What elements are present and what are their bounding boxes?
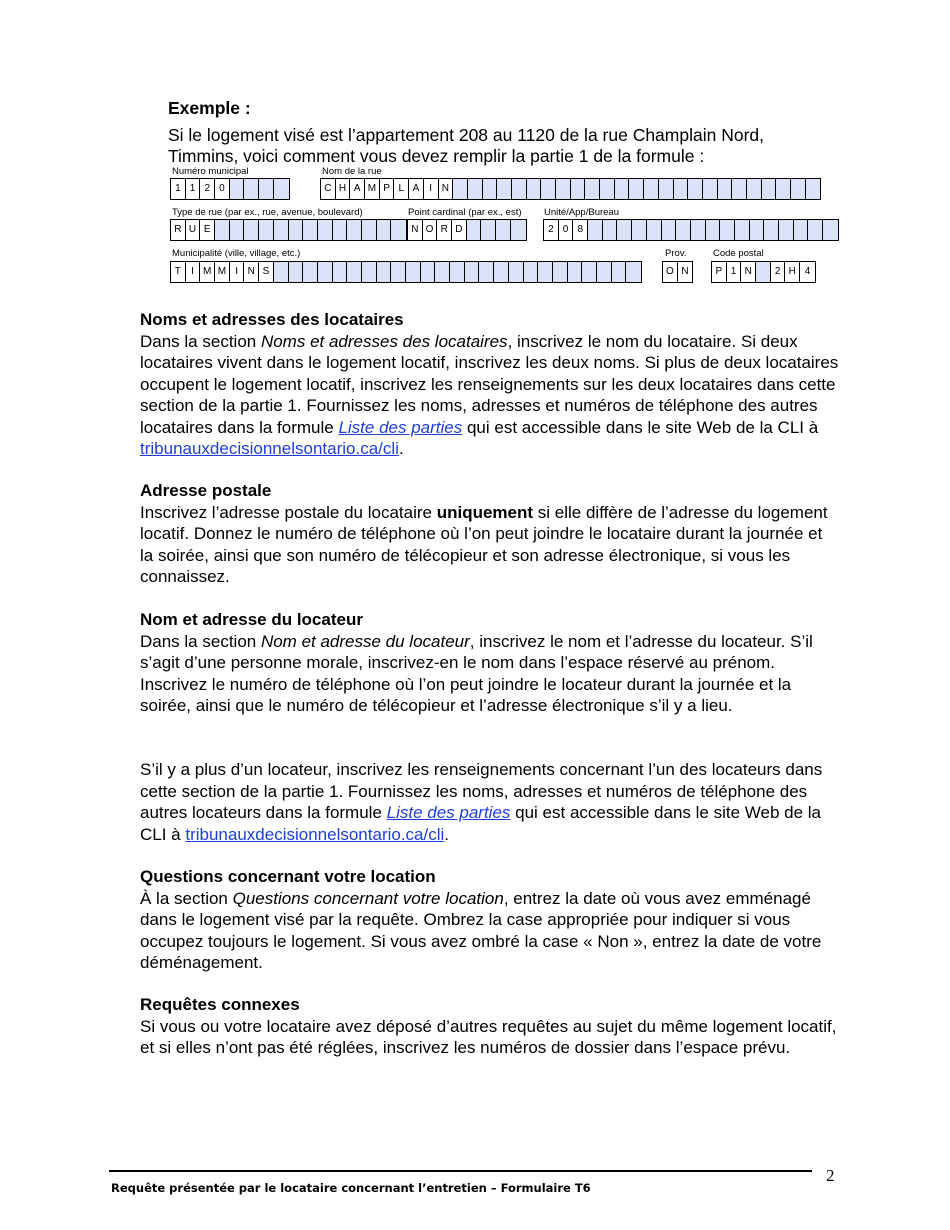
label-numero-municipal: Numéro municipal	[172, 166, 249, 177]
text-run-italic: Nom et adresse du locateur	[260, 631, 470, 651]
section-requetes-connexes	[140, 994, 840, 1059]
char-box	[483, 179, 498, 199]
char-box	[377, 262, 392, 282]
char-box: M	[200, 262, 215, 282]
field-numero-municipal	[170, 178, 290, 200]
label-unite: Unité/App/Bureau	[544, 207, 619, 218]
char-box	[603, 220, 618, 240]
char-box	[585, 179, 600, 199]
char-box	[479, 262, 494, 282]
char-box	[259, 220, 274, 240]
char-box: U	[186, 220, 201, 240]
char-box: 0	[559, 220, 574, 240]
char-box	[511, 220, 526, 240]
example-line-1: Si le logement visé est l’appartement 208 au 1120 de la rue Champlain Nord,	[168, 125, 764, 145]
char-box: I	[424, 179, 439, 199]
char-box: 8	[573, 220, 588, 240]
char-box: L	[394, 179, 409, 199]
char-box	[274, 179, 289, 199]
char-box	[333, 262, 348, 282]
link-text: Liste des parties	[338, 417, 463, 437]
char-box	[274, 262, 289, 282]
text-run: si elle diffère de l’adresse du logement locatif. Donnez le numéro de téléphone où l’on peut joindre le locataire durant la journée et la soirée, ainsi que son numéro de télécopieur et son adresse électronique, si vous les connaissez.	[140, 502, 828, 586]
liste-des-parties-link[interactable]	[338, 418, 462, 437]
section-adresse-postale-text	[140, 502, 840, 588]
section-questions-location-text	[140, 888, 840, 974]
cli-website-link-2[interactable]: tribunauxdecisionnelsontario.ca/cli	[185, 824, 445, 844]
char-box: 4	[800, 262, 815, 282]
char-box	[644, 179, 659, 199]
label-province: Prov.	[665, 248, 687, 259]
char-box	[468, 179, 483, 199]
char-box	[333, 220, 348, 240]
char-box: N	[741, 262, 756, 282]
text-run: , inscrivez le nom du locataire. Si deux locataires vivent dans le logement locatif, inscrivez les deux noms. Si plus de deux locataires occupent le logement locatif, inscrivez les renseignements sur les deux locataires dans cette section de la partie 1. Fournissez les noms, adresses et numéros de téléphone des autres locataires dans la formule	[140, 331, 839, 437]
char-box: O	[663, 262, 678, 282]
char-box	[524, 262, 539, 282]
page-number: 2	[826, 1166, 835, 1185]
char-box	[776, 179, 791, 199]
text-run-italic: Questions concernant votre location	[232, 888, 504, 908]
char-box	[688, 179, 703, 199]
char-box	[362, 220, 377, 240]
text-run: .	[444, 824, 450, 844]
text-run: Dans la section	[140, 631, 261, 651]
char-box	[274, 220, 289, 240]
char-box	[762, 179, 777, 199]
label-nom-rue: Nom de la rue	[322, 166, 382, 177]
section-requetes-connexes-text: Si vous ou votre locataire avez déposé d’autres requêtes au sujet du même logement locatif, et si elles n’ont pas été réglées, inscrivez les numéros de dossier dans l’espace prévu.	[140, 1016, 837, 1057]
text-run: Inscrivez l’adresse postale du locataire	[140, 502, 437, 522]
char-box: 1	[171, 179, 186, 199]
footer-divider	[109, 1170, 812, 1172]
char-box	[467, 220, 482, 240]
field-unite	[543, 219, 839, 241]
section-questions-location	[140, 866, 840, 974]
section-locataires-text	[140, 331, 840, 460]
char-box	[647, 220, 662, 240]
char-box: 1	[186, 179, 201, 199]
cli-website-link[interactable]: tribunauxdecisionnelsontario.ca/cli	[140, 439, 399, 458]
char-box	[509, 262, 524, 282]
text-run: , entrez la date où vous avez emménagé dans le logement visé par la requête. Ombrez la case appropriée pour indiquer si vous occupez toujours le logement. Si vous avez ombré la case « Non », entrez la date de votre déménagement.	[140, 888, 822, 972]
char-box: R	[437, 220, 452, 240]
section-adresse-postale-heading: Adresse postale	[140, 481, 272, 500]
char-box: P	[380, 179, 395, 199]
char-box: I	[230, 262, 245, 282]
example-heading: Exemple :	[168, 98, 251, 118]
text-run-italic: Noms et adresses des locataires	[260, 331, 508, 351]
char-box	[582, 262, 597, 282]
char-box: T	[171, 262, 186, 282]
char-box	[600, 179, 615, 199]
char-box: M	[365, 179, 380, 199]
field-municipalite	[170, 261, 642, 283]
char-box: H	[336, 179, 351, 199]
section-locataires-heading: Noms et adresses des locataires	[140, 310, 404, 329]
char-box	[615, 179, 630, 199]
char-box	[259, 179, 274, 199]
char-box: N	[439, 179, 454, 199]
char-box	[718, 179, 733, 199]
char-box	[659, 179, 674, 199]
char-box	[632, 220, 647, 240]
char-box	[453, 179, 468, 199]
field-type-rue	[170, 219, 407, 241]
char-box: 2	[200, 179, 215, 199]
char-box: M	[215, 262, 230, 282]
text-run: S’il y a plus d’un locateur, inscrivez les renseignements concernant l’un des locateurs dans cette section de la partie 1. Fournissez les noms, adresses et numéros de téléphone des autres locateurs dans la formule	[140, 760, 823, 822]
char-box	[732, 179, 747, 199]
section-locateur-heading: Nom et adresse du locateur	[140, 610, 363, 629]
char-box	[756, 262, 771, 282]
char-box	[215, 220, 230, 240]
char-box	[377, 220, 392, 240]
char-box	[494, 262, 509, 282]
char-box	[244, 179, 259, 199]
section-plusieurs-locateurs-text	[140, 759, 840, 845]
char-box	[720, 220, 735, 240]
char-box	[465, 262, 480, 282]
section-locateur-text	[140, 631, 840, 717]
char-box	[435, 262, 450, 282]
char-box	[691, 220, 706, 240]
char-box	[750, 220, 765, 240]
text-run-bold: uniquement	[436, 502, 534, 522]
char-box	[303, 262, 318, 282]
section-requetes-connexes-heading: Requêtes connexes	[140, 995, 300, 1014]
char-box	[571, 179, 586, 199]
char-box	[556, 179, 571, 199]
char-box	[391, 262, 406, 282]
char-box	[612, 262, 627, 282]
char-box	[230, 220, 245, 240]
char-box	[764, 220, 779, 240]
char-box	[662, 220, 677, 240]
char-box	[230, 179, 245, 199]
char-box	[791, 179, 806, 199]
field-province	[662, 261, 693, 283]
char-box	[538, 262, 553, 282]
label-type-rue: Type de rue (par ex., rue, avenue, boulevard)	[172, 207, 363, 218]
char-box	[541, 179, 556, 199]
text-run: qui est accessible dans le site Web de la CLI à	[462, 417, 819, 437]
char-box	[568, 262, 583, 282]
char-box	[421, 262, 436, 282]
field-code-postal	[711, 261, 816, 283]
char-box	[588, 220, 603, 240]
char-box: N	[678, 262, 693, 282]
char-box: I	[186, 262, 201, 282]
char-box	[318, 220, 333, 240]
char-box	[347, 262, 362, 282]
char-box: N	[244, 262, 259, 282]
char-box	[406, 262, 421, 282]
char-box: C	[321, 179, 336, 199]
char-box	[527, 179, 542, 199]
char-box: 1	[727, 262, 742, 282]
char-box	[747, 179, 762, 199]
char-box	[553, 262, 568, 282]
footer-form-title: Requête présentée par le locataire concernant l’entretien – Formulaire T6	[111, 1181, 591, 1195]
section-locataires	[140, 309, 840, 460]
char-box: 2	[771, 262, 786, 282]
label-point-cardinal: Point cardinal (par ex., est)	[408, 207, 522, 218]
char-box: S	[259, 262, 274, 282]
section-questions-location-heading: Questions concernant votre location	[140, 867, 436, 886]
char-box	[674, 179, 689, 199]
field-point-cardinal	[407, 219, 527, 241]
section-locateur	[140, 609, 840, 717]
char-box: D	[452, 220, 467, 240]
label-code-postal: Code postal	[713, 248, 764, 259]
char-box	[626, 262, 641, 282]
char-box	[347, 220, 362, 240]
char-box: O	[423, 220, 438, 240]
label-municipalite: Municipalité (ville, village, etc.)	[172, 248, 301, 259]
char-box	[617, 220, 632, 240]
char-box: 0	[215, 179, 230, 199]
section-plusieurs-locateurs	[140, 759, 840, 845]
char-box: P	[712, 262, 727, 282]
example-line-2: Timmins, voici comment vous devez remplir la partie 1 de la formule :	[168, 146, 705, 166]
text-run: .	[398, 439, 404, 458]
char-box	[823, 220, 838, 240]
char-box: N	[408, 220, 423, 240]
char-box	[362, 262, 377, 282]
link-text: Liste des parties	[386, 803, 511, 822]
text-run: À la section	[140, 888, 233, 908]
char-box	[597, 262, 612, 282]
char-box: E	[200, 220, 215, 240]
char-box	[706, 220, 721, 240]
char-box	[808, 220, 823, 240]
char-box	[703, 179, 718, 199]
text-run: Dans la section	[140, 331, 261, 351]
text-run: , inscrivez le nom et l’adresse du locateur. S’il s’agit d’une personne morale, inscrivez-en le nom dans l’espace réservé au prénom. Inscrivez le numéro de téléphone où l’on peut joindre le locateur durant la journée et la soirée, ainsi que le numéro de télécopieur et l’adresse électronique s’il y a lieu.	[140, 631, 813, 715]
char-box	[303, 220, 318, 240]
char-box: R	[171, 220, 186, 240]
char-box: A	[350, 179, 365, 199]
char-box	[735, 220, 750, 240]
char-box	[244, 220, 259, 240]
char-box	[779, 220, 794, 240]
char-box	[496, 220, 511, 240]
text-run: qui est accessible dans le site Web de la CLI à	[140, 803, 822, 844]
char-box	[318, 262, 333, 282]
char-box	[481, 220, 496, 240]
char-box	[512, 179, 527, 199]
liste-des-parties-link-2[interactable]	[387, 803, 511, 822]
char-box	[289, 220, 304, 240]
char-box	[794, 220, 809, 240]
char-box	[806, 179, 821, 199]
char-box	[450, 262, 465, 282]
char-box	[497, 179, 512, 199]
example-text	[168, 125, 858, 167]
char-box	[629, 179, 644, 199]
char-box: A	[409, 179, 424, 199]
char-box	[289, 262, 304, 282]
section-adresse-postale	[140, 480, 840, 588]
field-nom-rue	[320, 178, 821, 200]
char-box	[676, 220, 691, 240]
char-box	[391, 220, 406, 240]
char-box: H	[785, 262, 800, 282]
char-box: 2	[544, 220, 559, 240]
